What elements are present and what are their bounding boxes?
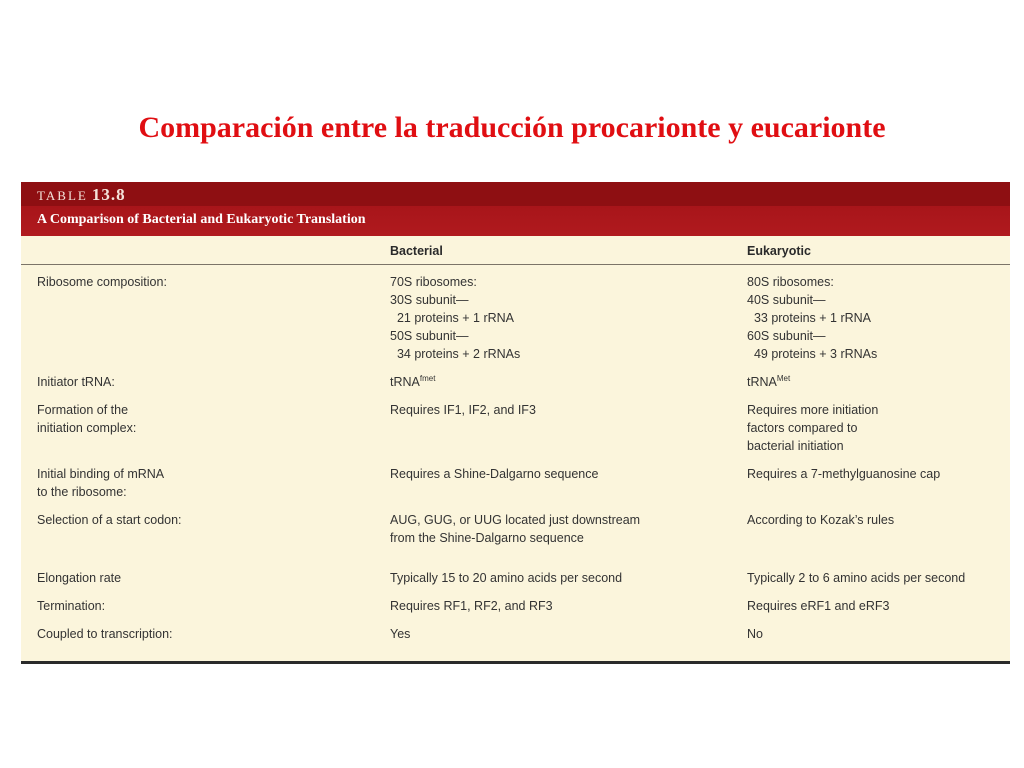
row-feature: Formation of the initiation complex: (37, 403, 137, 435)
row-feature: Initiator tRNA: (37, 375, 115, 389)
row-eukaryotic (747, 373, 790, 391)
row-eukaryotic: 80S ribosomes: 40S subunit— 33 proteins + 1 rRNA 60S subunit— 49 proteins + 3 rRNAs (747, 275, 878, 361)
row-eukaryotic: Requires a 7-methylguanosine cap (747, 467, 941, 481)
row-bacterial (390, 373, 435, 391)
trna-text: tRNA (747, 375, 777, 389)
trna-superscript: fmet (419, 374, 436, 383)
table-number-word: TABLE (37, 188, 88, 203)
row-eukaryotic: No (747, 627, 763, 641)
row-eukaryotic: Requires more initiation factors compared to bacterial initiation (747, 403, 879, 453)
row-eukaryotic: Typically 2 to 6 amino acids per second (747, 571, 966, 585)
table-banner (21, 182, 1010, 236)
row-bacterial: AUG, GUG, or UUG located just downstream from the Shine-Dalgarno sequence (390, 513, 641, 545)
row-eukaryotic: Requires eRF1 and eRF3 (747, 599, 890, 613)
trna-superscript: Met (776, 374, 791, 383)
table-caption: A Comparison of Bacterial and Eukaryotic Translation (37, 212, 366, 227)
trna-text: tRNA (390, 375, 420, 389)
row-feature: Initial binding of mRNA to the ribosome: (37, 467, 165, 499)
table-banner-band (21, 182, 1010, 206)
row-feature: Termination: (37, 599, 106, 613)
table-bottom-rule (21, 661, 1010, 664)
row-bacterial: Typically 15 to 20 amino acids per second (390, 571, 623, 585)
row-feature: Selection of a start codon: (37, 513, 182, 527)
row-bacterial: Yes (390, 627, 411, 641)
table-number-value: 13.8 (91, 185, 126, 204)
table-number (37, 185, 126, 205)
row-bacterial: Requires IF1, IF2, and IF3 (390, 403, 536, 417)
table-header-row (21, 236, 1010, 265)
row-feature: Coupled to transcription: (37, 627, 173, 641)
row-bacterial: Requires a Shine-Dalgarno sequence (390, 467, 599, 481)
row-bacterial: Requires RF1, RF2, and RF3 (390, 599, 553, 613)
comparison-table (21, 182, 1010, 664)
row-feature: Elongation rate (37, 571, 122, 585)
slide-title: Comparación entre la traducción procarionte y eucarionte (138, 111, 886, 144)
row-eukaryotic: According to Kozak’s rules (747, 513, 895, 527)
row-bacterial: 70S ribosomes: 30S subunit— 21 proteins + 1 rRNA 50S subunit— 34 proteins + 2 rRNAs (390, 275, 521, 361)
row-feature: Ribosome composition: (37, 275, 167, 289)
header-bacterial: Bacterial (390, 244, 443, 258)
header-eukaryotic: Eukaryotic (747, 244, 811, 258)
